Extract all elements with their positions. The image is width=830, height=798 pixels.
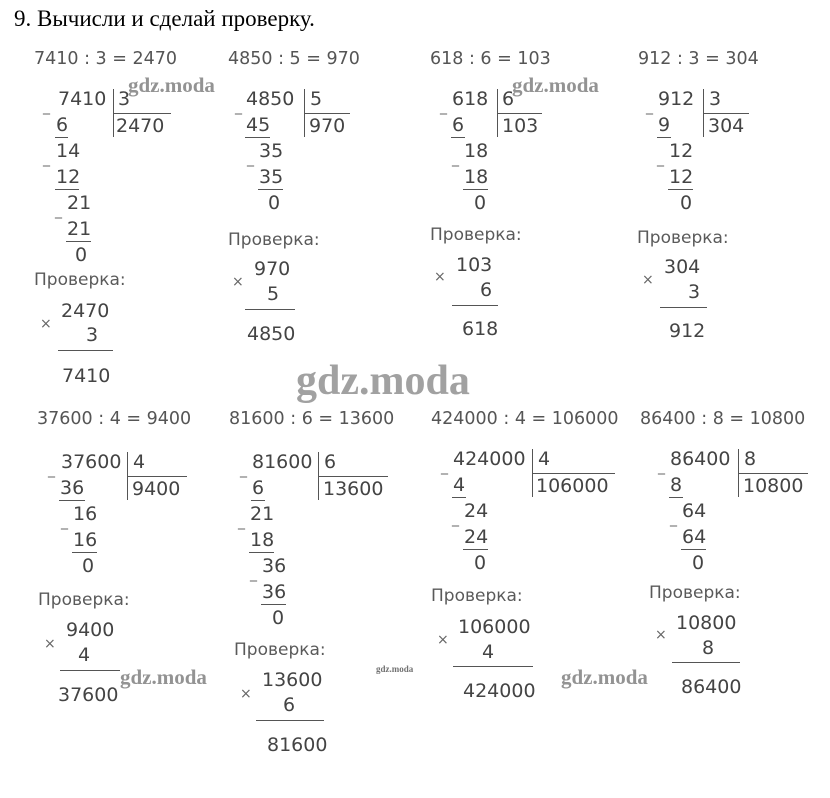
equation: 424000 : 4 = 106000 — [431, 409, 619, 429]
times-sign: × — [44, 636, 56, 652]
step: 35 — [259, 166, 284, 188]
check-label: Проверка: — [649, 583, 741, 603]
remainder: 0 — [268, 192, 281, 214]
underline — [657, 137, 671, 138]
watermark: gdz.moda — [296, 358, 470, 404]
quotient: 13600 — [323, 478, 384, 500]
remainder: 0 — [474, 552, 487, 574]
underline — [261, 604, 286, 605]
step: 21 — [67, 192, 92, 214]
check-factor: 970 — [254, 258, 291, 280]
check-label: Проверка: — [34, 270, 126, 290]
check-result: 37600 — [58, 684, 119, 706]
underline — [672, 662, 740, 663]
minus-sign: _ — [55, 203, 62, 219]
underline — [463, 189, 488, 190]
remainder: 0 — [692, 552, 705, 574]
check-factor: 6 — [480, 279, 493, 301]
minus-sign: _ — [61, 514, 68, 530]
quotient-line — [113, 113, 171, 114]
underline — [258, 189, 283, 190]
watermark: gdz.moda — [512, 73, 599, 97]
check-label: Проверка: — [228, 230, 320, 250]
equation: 86400 : 8 = 10800 — [640, 409, 806, 429]
dividend: 81600 — [252, 451, 313, 473]
step: 18 — [464, 166, 489, 188]
minus-sign: _ — [238, 514, 245, 530]
check-factor: 9400 — [66, 619, 115, 641]
dividend: 424000 — [453, 448, 526, 470]
divisor: 6 — [502, 88, 515, 110]
remainder: 0 — [680, 192, 693, 214]
underline — [452, 305, 498, 306]
minus-sign: _ — [240, 462, 247, 478]
check-factor: 6 — [283, 694, 296, 716]
minus-sign: _ — [235, 99, 242, 115]
check-result: 424000 — [463, 680, 536, 702]
divisor: 3 — [118, 88, 131, 110]
step: 45 — [246, 114, 271, 136]
underline — [453, 666, 533, 667]
underline — [463, 549, 488, 550]
remainder: 0 — [272, 607, 285, 629]
divisor: 4 — [133, 451, 146, 473]
step: 6 — [252, 477, 265, 499]
quotient: 10800 — [743, 475, 804, 497]
watermark: gdz.moda — [561, 665, 648, 689]
check-factor: 2470 — [61, 300, 110, 322]
quotient: 106000 — [536, 475, 609, 497]
dividend: 86400 — [670, 448, 731, 470]
check-factor: 3 — [688, 281, 701, 303]
check-factor: 304 — [664, 256, 701, 278]
quotient: 9400 — [132, 478, 181, 500]
check-factor: 8 — [702, 637, 715, 659]
watermark: gdz.moda — [376, 664, 414, 674]
step: 12 — [56, 166, 81, 188]
check-result: 4850 — [247, 323, 296, 345]
minus-sign: _ — [452, 151, 459, 167]
minus-sign: _ — [48, 462, 55, 478]
quotient-line — [304, 113, 350, 114]
remainder: 0 — [75, 244, 88, 266]
divisor: 3 — [709, 88, 722, 110]
minus-sign: _ — [247, 151, 254, 167]
step: 21 — [250, 503, 275, 525]
step: 6 — [452, 114, 465, 136]
equation: 37600 : 4 = 9400 — [37, 409, 192, 429]
step: 36 — [60, 477, 85, 499]
equation: 4850 : 5 = 970 — [228, 49, 360, 69]
minus-sign: _ — [670, 511, 677, 527]
check-label: Проверка: — [430, 225, 522, 245]
times-sign: × — [232, 274, 244, 290]
quotient-line — [318, 476, 388, 477]
check-result: 86400 — [681, 676, 742, 698]
step: 16 — [73, 529, 98, 551]
underline — [451, 137, 465, 138]
check-factor: 3 — [86, 324, 99, 346]
check-result: 7410 — [62, 365, 111, 387]
minus-sign: _ — [440, 99, 447, 115]
check-label: Проверка: — [637, 228, 729, 248]
minus-sign: _ — [646, 99, 653, 115]
step: 24 — [464, 526, 489, 548]
dividend: 37600 — [61, 451, 122, 473]
times-sign: × — [437, 632, 449, 648]
step: 16 — [73, 503, 98, 525]
step: 14 — [56, 140, 81, 162]
check-factor: 4 — [78, 644, 91, 666]
equation: 81600 : 6 = 13600 — [229, 409, 395, 429]
step: 6 — [56, 114, 69, 136]
dividend: 7410 — [58, 88, 107, 110]
watermark: gdz.moda — [120, 665, 207, 689]
times-sign: × — [40, 316, 52, 332]
check-factor: 103 — [456, 254, 493, 276]
underline — [452, 497, 466, 498]
step: 36 — [262, 555, 287, 577]
step: 35 — [259, 140, 284, 162]
quotient: 2470 — [116, 115, 165, 137]
minus-sign: _ — [441, 459, 448, 475]
remainder: 0 — [474, 192, 487, 214]
underline — [245, 137, 270, 138]
times-sign: × — [240, 686, 252, 702]
check-label: Проверка: — [38, 590, 130, 610]
underline — [256, 720, 324, 721]
quotient-line — [532, 473, 615, 474]
dividend: 618 — [452, 88, 489, 110]
underline — [669, 497, 683, 498]
equation: 618 : 6 = 103 — [430, 49, 551, 69]
minus-sign: _ — [657, 151, 664, 167]
divisor: 5 — [310, 88, 323, 110]
underline — [55, 189, 79, 190]
minus-sign: _ — [43, 99, 50, 115]
divisor: 4 — [538, 448, 551, 470]
check-factor: 5 — [267, 283, 280, 305]
step: 18 — [464, 140, 489, 162]
underline — [251, 500, 265, 501]
step: 64 — [682, 500, 707, 522]
check-label: Проверка: — [234, 640, 326, 660]
underline — [60, 670, 120, 671]
remainder: 0 — [82, 555, 95, 577]
watermark: gdz.moda — [128, 73, 215, 97]
check-result: 912 — [669, 320, 706, 342]
step: 21 — [67, 218, 92, 240]
underline — [58, 350, 113, 351]
check-factor: 10800 — [676, 612, 737, 634]
step: 18 — [250, 529, 275, 551]
underline — [66, 241, 91, 242]
check-label: Проверка: — [431, 586, 523, 606]
step: 64 — [682, 526, 707, 548]
step: 24 — [464, 500, 489, 522]
quotient-line — [127, 476, 187, 477]
quotient-line — [703, 113, 749, 114]
times-sign: × — [434, 269, 446, 285]
underline — [660, 307, 707, 308]
times-sign: × — [655, 627, 667, 643]
divisor: 6 — [324, 451, 337, 473]
check-factor: 13600 — [262, 669, 323, 691]
minus-sign: _ — [250, 566, 257, 582]
check-factor: 106000 — [458, 616, 531, 638]
quotient-line — [497, 113, 542, 114]
quotient-line — [738, 473, 808, 474]
check-result: 618 — [462, 318, 499, 340]
equation: 912 : 3 = 304 — [638, 49, 759, 69]
equation: 7410 : 3 = 2470 — [34, 49, 178, 69]
underline — [72, 552, 97, 553]
minus-sign: _ — [43, 151, 50, 167]
times-sign: × — [642, 272, 654, 288]
divisor: 8 — [744, 448, 757, 470]
minus-sign: _ — [658, 459, 665, 475]
underline — [55, 137, 68, 138]
step: 8 — [670, 474, 683, 496]
underline — [245, 309, 295, 310]
dividend: 4850 — [246, 88, 295, 110]
quotient: 103 — [502, 115, 539, 137]
step: 12 — [669, 140, 694, 162]
underline — [668, 189, 693, 190]
step: 9 — [658, 114, 671, 136]
step: 4 — [453, 474, 466, 496]
underline — [249, 552, 274, 553]
quotient: 304 — [708, 115, 745, 137]
check-factor: 4 — [482, 641, 495, 663]
dividend: 912 — [658, 88, 695, 110]
underline — [59, 500, 85, 501]
step: 12 — [669, 166, 694, 188]
quotient: 970 — [309, 115, 346, 137]
minus-sign: _ — [452, 511, 459, 527]
check-result: 81600 — [267, 734, 328, 756]
underline — [681, 549, 706, 550]
step: 36 — [262, 581, 287, 603]
exercise-title: 9. Вычисли и сделай проверку. — [14, 6, 315, 31]
